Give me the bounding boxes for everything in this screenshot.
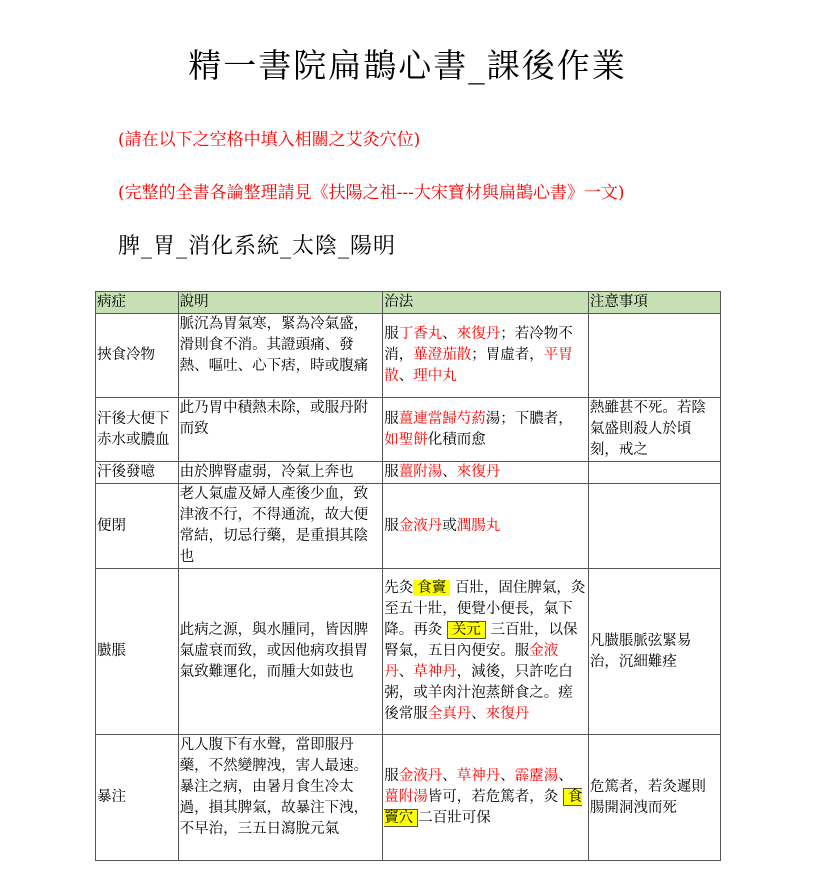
treatment-text: 服 [384,326,399,342]
disease-cell: 汗後發噫 [96,462,179,484]
treatment-cell [383,735,589,861]
header-disease: 病症 [96,292,179,314]
disease-cell: 暴注 [96,735,179,861]
remedy-name: 金液丹 [384,643,559,680]
disease-cell: 挾食冷物 [96,314,179,398]
disease-cell: 便閉 [96,484,179,569]
note-cell: 熱雖甚不死。若陰氣盛則殺人於頃刻，戒之 [588,398,720,462]
header-description: 說明 [178,292,383,314]
table-row [96,484,721,569]
treatment-text: ，減後，只許吃白粥，或羊肉汁泡蒸餅食之。瘥後常服 [384,664,573,722]
treatment-cell [383,314,589,398]
remedy-name: 薑連當歸芍葯 [398,410,486,427]
description-cell: 此乃胃中積熱未除，或服丹附而致 [178,398,383,462]
treatment-text: 、 [442,326,457,342]
disease-cell: 臌脹 [96,569,179,735]
table-row [96,735,721,861]
remedy-name: 草神丹 [413,664,457,680]
description-cell: 由於脾腎虛弱，冷氣上奔也 [178,462,383,484]
note-cell [588,314,720,398]
homework-table [95,291,721,861]
treatment-text: 、 [398,664,414,680]
treatment-text: 、 [471,706,486,722]
treatment-text: 、 [442,464,457,480]
treatment-text: 湯；下膿者， [485,410,573,427]
treatment-cell [383,484,589,569]
note-cell [588,484,720,569]
treatment-cell [383,462,589,484]
note-cell: 危篤者，若灸遲則腸開洞洩而死 [588,735,720,861]
table-header-row [96,292,721,314]
treatment-text: 服 [384,410,399,427]
remedy-name: 全真丹 [427,706,472,722]
treatment-cell [383,398,589,462]
table-row [96,569,721,735]
remedy-name: 霹靂湯 [514,768,559,784]
description-cell: 凡人腹下有水聲，當即服丹藥，不然變脾洩，害人最速。暴注之病，由暑月食生冷太過，損其脾氣，故暴注下洩，不早治，三五日瀉脫元氣 [178,735,383,861]
treatment-text: 、 [442,768,457,784]
remedy-name: 理中丸 [413,368,457,384]
header-treatment: 治法 [383,292,589,314]
remedy-name: 丁香丸 [398,326,443,342]
treatment-text: 二百壯可保 [418,810,491,826]
remedy-name: 薑附湯 [398,464,443,480]
treatment-text: ；若冷物不消， [384,326,573,363]
treatment-text: 、 [398,368,414,384]
remedy-name: 金液丹 [398,768,443,784]
treatment-text: ；胃虛者， [471,347,544,363]
treatment-text: 百壯，固住脾氣，灸至五十壯，便覺小便長，氣下降。再灸 [384,580,586,638]
remedy-name: 來復丹 [485,706,530,722]
remedy-name: 草神丹 [456,768,501,784]
remedy-name: 薑附湯 [384,789,428,805]
treatment-text: 或 [442,517,457,534]
acupoint-highlight: 关元 [447,621,486,639]
treatment-cell [383,569,589,735]
note-cell: 凡臌脹脈弦緊易治，沉細難痊 [588,569,720,735]
remedy-name: 來復丹 [456,464,501,480]
remedy-name: 來復丹 [456,326,501,342]
remedy-name: 蓽澄茄散 [413,347,472,363]
acupoint-highlight: 食竇 [413,580,450,596]
reference-note: (完整的全書各論整理請見《扶陽之祖---大宋寶材與扁鵲心書》一文) [118,183,625,203]
table-row [96,462,721,484]
remedy-name: 潤腸丸 [456,517,501,534]
treatment-text: 服 [384,464,399,480]
page-title: 精一書院扁鵲心書_課後作業 [188,46,627,85]
treatment-text: 化積而愈 [427,431,486,448]
header-notes: 注意事項 [588,292,720,314]
treatment-text: 皆可，若危篤者，灸 [427,789,563,805]
acupoint-highlight: 食竇穴 [384,789,583,826]
treatment-text: 、 [500,768,515,784]
treatment-text: 服 [384,768,399,784]
instruction-note: (請在以下之空格中填入相關之艾灸穴位) [118,130,421,150]
section-title: 脾_胃_消化系統_太陰_陽明 [118,234,397,259]
description-cell: 此病之源，與水腫同，皆因脾氣虛衰而致，或因他病攻損胃氣致難運化，而腫大如鼓也 [178,569,383,735]
treatment-text: 先灸 [384,580,414,596]
remedy-name: 平胃散 [384,347,573,384]
disease-cell: 汗後大便下赤水或膿血 [96,398,179,462]
table-row [96,314,721,398]
note-cell [588,462,720,484]
treatment-text: 服 [384,517,399,534]
remedy-name: 如聖餅 [384,431,428,448]
description-cell: 脈沉為胃氣寒，緊為冷氣盛，滑則食不消。其證頭痛、發熱、嘔吐、心下痞，時或腹痛 [178,314,383,398]
description-cell: 老人氣虛及婦人產後少血，致津液不行，不得通流，故大便常結，切忌行藥，是重損其陰也 [178,484,383,569]
treatment-text: 、 [558,768,573,784]
treatment-text: 三百壯，以保腎氣，五日內便安。服 [384,622,578,659]
table-row [96,398,721,462]
remedy-name: 金液丹 [398,517,443,534]
